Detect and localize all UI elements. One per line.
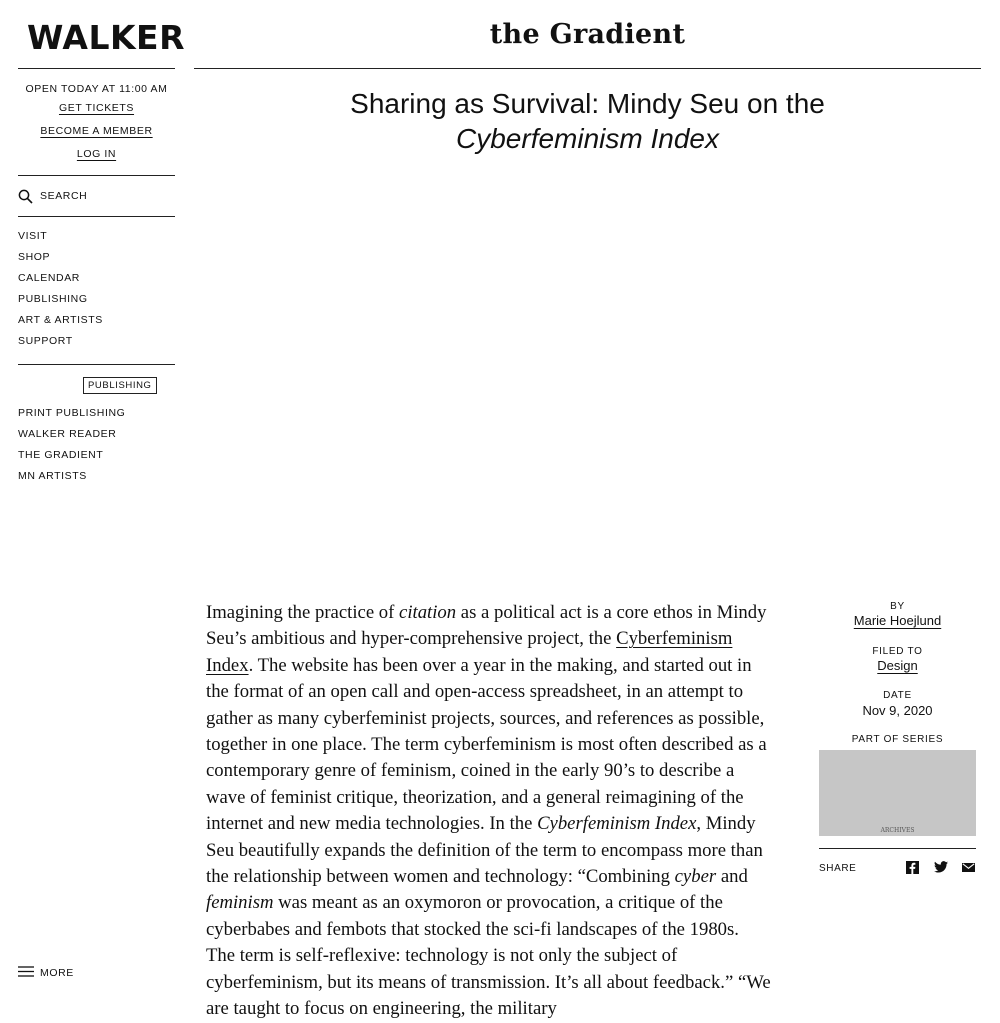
- log-in-link[interactable]: LOG IN: [76, 148, 117, 160]
- search-button[interactable]: [18, 186, 87, 206]
- main-nav: [18, 226, 103, 352]
- get-tickets-link-wrap: [18, 102, 175, 114]
- author-link[interactable]: Marie Hoejlund: [853, 613, 942, 628]
- nav-item-art-artists[interactable]: ART & ARTISTS: [18, 314, 103, 326]
- sidebar: [18, 0, 186, 1000]
- body-emphasis: feminism: [206, 892, 274, 914]
- cyberfeminism-index-link[interactable]: Cyberfeminism Index: [206, 628, 733, 676]
- facebook-icon[interactable]: [906, 861, 920, 875]
- nav-item-support[interactable]: SUPPORT: [18, 335, 73, 347]
- nav-item-shop[interactable]: SHOP: [18, 251, 51, 263]
- article-title-line2: Cyberfeminism Index: [456, 123, 719, 154]
- category-link[interactable]: Design: [877, 658, 918, 673]
- body-text: Imagining the practice of: [206, 602, 400, 623]
- nav-item-publishing[interactable]: PUBLISHING: [18, 293, 88, 305]
- by-label: BY: [890, 601, 905, 612]
- header-divider: [194, 68, 981, 69]
- article-body: [206, 600, 771, 1023]
- series-thumbnail[interactable]: [819, 750, 976, 836]
- open-status: OPEN TODAY AT 11:00 AM: [25, 83, 168, 95]
- body-emphasis: cyber: [674, 866, 717, 888]
- date-value: Nov 9, 2020: [862, 703, 933, 718]
- twitter-icon[interactable]: [934, 861, 948, 875]
- divider: [18, 216, 175, 217]
- body-text: , Mindy Seu beautifully expands the definition of the term to encompass more than the relationship between women and technology: “Combining: [206, 813, 763, 888]
- more-menu-button[interactable]: [18, 964, 74, 982]
- nav-item-calendar[interactable]: CALENDAR: [18, 272, 80, 284]
- gradient-logo[interactable]: the Gradient: [489, 19, 686, 50]
- article-title: [194, 86, 981, 156]
- share-divider: [819, 848, 976, 849]
- body-emphasis: Cyberfeminism Index: [537, 813, 697, 835]
- more-label: MORE: [40, 967, 74, 979]
- search-label: SEARCH: [40, 190, 88, 202]
- publishing-subnav: [18, 403, 125, 487]
- filed-to: [819, 646, 976, 673]
- publish-date: [819, 690, 976, 718]
- subnav-item-mn-artists[interactable]: MN ARTISTS: [18, 470, 87, 482]
- nav-item-visit[interactable]: VISIT: [18, 230, 48, 242]
- divider: [18, 68, 175, 69]
- byline: [819, 601, 976, 628]
- divider: [18, 175, 175, 176]
- filed-to-label: FILED TO: [872, 646, 923, 657]
- subnav-item-walker-reader[interactable]: WALKER READER: [18, 428, 117, 440]
- become-member-link[interactable]: BECOME A MEMBER: [40, 125, 153, 137]
- body-text: . The website has been over a year in the making, and started out in the format of an open call and open-access spreadsheet, in an attempt to gather as many cyberfeminist projects, sources, and references as possible, together in one place. The term cyberfeminism is most often described as a contemporary genre of feminism, coined in the early 90’s to describe a wave of feminist critique, theorization, and a general reimagining of the internet and new media technologies. In the: [206, 654, 767, 835]
- body-text: and: [716, 866, 748, 888]
- series: [819, 734, 976, 745]
- log-in-link-wrap: [18, 148, 175, 160]
- search-icon: [18, 189, 33, 204]
- series-label: PART OF SERIES: [851, 734, 944, 745]
- share-label: SHARE: [819, 863, 857, 874]
- walker-logo[interactable]: WALKER: [27, 18, 186, 57]
- section-badge[interactable]: PUBLISHING: [83, 377, 157, 394]
- subnav-item-print-publishing[interactable]: PRINT PUBLISHING: [18, 407, 126, 419]
- body-text: was meant as an oxymoron or provocation, a critique of the cyberbabes and fembots that stocked the sci-fi landscapes of the 1980s. The term is self-reflexive: technology is not only the subject of cyberfeminism, but its means of transmission. It’s all about feedback.” “We are taught to focus on engineering, the military: [206, 892, 771, 1020]
- subnav-item-the-gradient[interactable]: THE GRADIENT: [18, 449, 104, 461]
- body-emphasis: citation: [399, 602, 457, 623]
- article-title-line1: Sharing as Survival: Mindy Seu on the: [350, 88, 825, 119]
- become-member-link-wrap: [18, 125, 175, 137]
- body-text: as a political act is a core ethos in Mindy Seu’s ambitious and hyper-comprehensive project, the: [206, 602, 767, 650]
- email-icon[interactable]: [962, 861, 976, 875]
- date-label: DATE: [883, 690, 912, 701]
- hamburger-icon: [18, 966, 34, 980]
- series-mark: ARCHIVES: [880, 827, 915, 834]
- get-tickets-link[interactable]: GET TICKETS: [58, 102, 135, 114]
- divider: [18, 364, 175, 365]
